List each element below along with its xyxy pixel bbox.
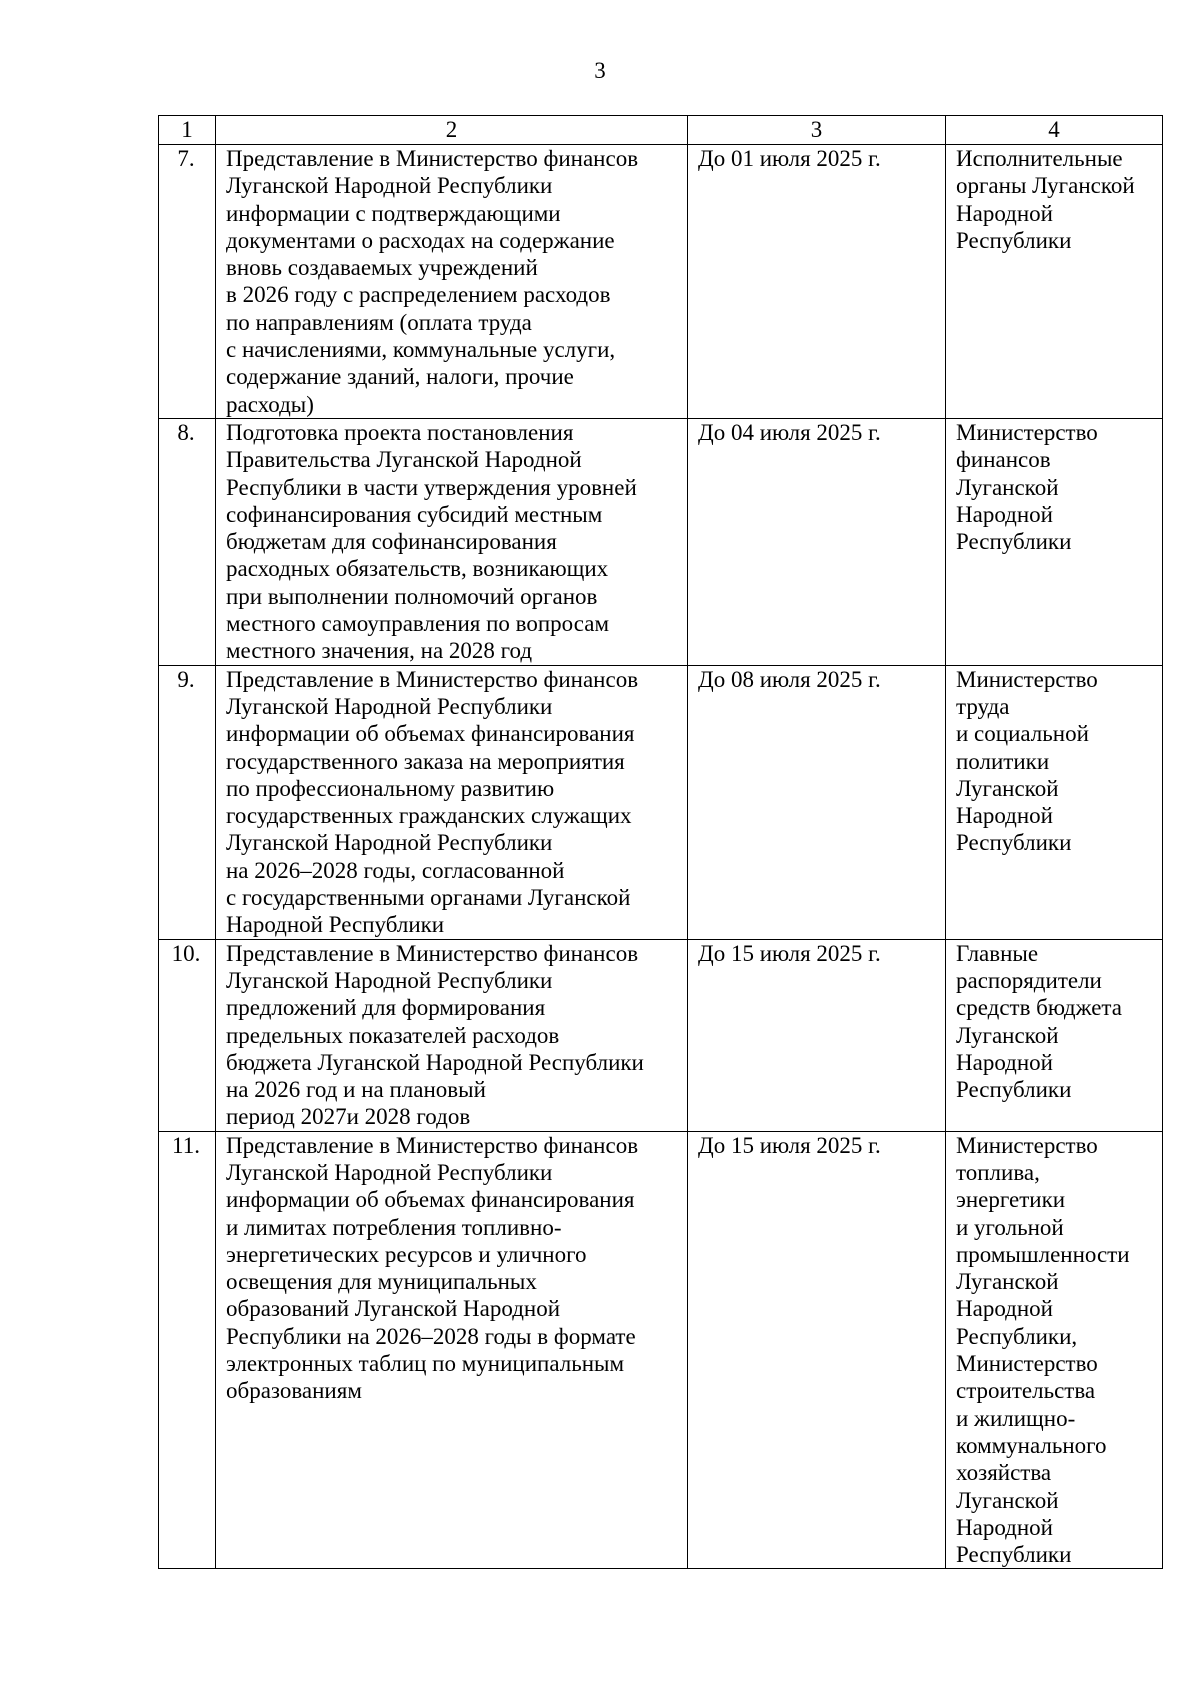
- responsible-executor-line: Народной: [956, 501, 1053, 527]
- table-row: [159, 665, 1163, 939]
- responsible-executor-line: топлива,: [956, 1159, 1040, 1185]
- responsible-executor-line: Народной: [956, 803, 1053, 829]
- measure-description-line: Подготовка проекта постановления: [226, 419, 574, 445]
- responsible-executor-line: Республики: [956, 529, 1072, 555]
- measure-description-line: Луганской Народной Республики: [226, 830, 553, 856]
- responsible-executor-line: Главные: [956, 940, 1039, 966]
- measure-description-line: Представление в Министерство финансов: [226, 940, 639, 966]
- measure-description-line: с начислениями, коммунальные услуги,: [226, 337, 616, 363]
- responsible-executor-line: хозяйства: [956, 1460, 1052, 1486]
- deadline: До 01 июля 2025 г.: [688, 145, 946, 419]
- measure-description-line: бюджетам для софинансирования: [226, 529, 557, 555]
- header-cell-4: 4: [946, 116, 1163, 145]
- header-cell-3: 3: [688, 116, 946, 145]
- responsible-executor: [946, 939, 1163, 1131]
- table-header-row: [159, 116, 1163, 145]
- responsible-executor: [946, 145, 1163, 419]
- measure-description-line: государственного заказа на мероприятия: [226, 748, 625, 774]
- responsible-executor-line: Луганской: [956, 775, 1059, 801]
- measure-description-line: расходных обязательств, возникающих: [226, 556, 609, 582]
- responsible-executor: [946, 1131, 1163, 1569]
- responsible-executor: [946, 665, 1163, 939]
- responsible-executor-line: труда: [956, 693, 1010, 719]
- responsible-executor-line: финансов: [956, 447, 1051, 473]
- deadline: До 04 июля 2025 г.: [688, 418, 946, 665]
- responsible-executor-line: Народной: [956, 1296, 1053, 1322]
- responsible-executor-line: и социальной: [956, 721, 1089, 747]
- deadline: До 15 июля 2025 г.: [688, 939, 946, 1131]
- measure-description-line: на 2026 год и на плановый: [226, 1077, 486, 1103]
- measure-description-line: местного значения, на 2028 год: [226, 638, 533, 664]
- measure-description-line: образований Луганской Народной: [226, 1296, 561, 1322]
- measure-description: [216, 145, 688, 419]
- table-body: [159, 116, 1163, 1569]
- measure-description-line: Луганской Народной Республики: [226, 967, 553, 993]
- measure-description-line: Представление в Министерство финансов: [226, 666, 639, 692]
- measure-description-line: энергетических ресурсов и уличного: [226, 1241, 587, 1267]
- measure-description-line: и лимитах потребления топливно-: [226, 1214, 562, 1240]
- responsible-executor-line: Народной: [956, 200, 1053, 226]
- responsible-executor-line: распорядители: [956, 967, 1102, 993]
- measure-description-line: софинансирования субсидий местным: [226, 501, 603, 527]
- header-cell-2: 2: [216, 116, 688, 145]
- measure-description-line: Представление в Министерство финансов: [226, 146, 639, 171]
- responsible-executor-line: и жилищно-: [956, 1405, 1076, 1431]
- measure-description-line: государственных гражданских служащих: [226, 803, 632, 829]
- responsible-executor-line: Исполнительные: [956, 146, 1123, 171]
- table-row: [159, 418, 1163, 665]
- measure-description-line: местного самоуправления по вопросам: [226, 611, 609, 637]
- row-number: 7.: [159, 145, 216, 419]
- measure-description-line: информации с подтверждающими: [226, 200, 561, 226]
- responsible-executor-line: Луганской: [956, 1487, 1059, 1513]
- measure-description-line: предельных показателей расходов: [226, 1022, 560, 1048]
- responsible-executor-line: Министерство: [956, 1132, 1098, 1158]
- responsible-executor-line: политики: [956, 748, 1050, 774]
- measure-description-line: документами о расходах на содержание: [226, 227, 615, 253]
- responsible-executor-line: Народной: [956, 1049, 1053, 1075]
- responsible-executor-line: Республики: [956, 1077, 1072, 1103]
- measure-description-line: Народной Республики: [226, 912, 445, 938]
- responsible-executor-line: Народной: [956, 1514, 1053, 1540]
- responsible-executor-line: Луганской: [956, 1022, 1059, 1048]
- responsible-executor-line: Министерство: [956, 419, 1098, 445]
- measure-description-line: по направлениям (оплата труда: [226, 309, 532, 335]
- row-number: 9.: [159, 665, 216, 939]
- responsible-executor-line: Республики,: [956, 1323, 1078, 1349]
- measure-description-line: содержание зданий, налоги, прочие: [226, 364, 574, 390]
- responsible-executor-line: и угольной: [956, 1214, 1064, 1240]
- page-number: 3: [594, 58, 606, 83]
- responsible-executor-line: Луганской: [956, 474, 1059, 500]
- deadline: До 15 июля 2025 г.: [688, 1131, 946, 1569]
- measure-description: [216, 418, 688, 665]
- row-number: 11.: [159, 1131, 216, 1569]
- measure-description-line: информации об объемах финансирования: [226, 721, 635, 747]
- header-cell-1: 1: [159, 116, 216, 145]
- measure-description-line: бюджета Луганской Народной Республики: [226, 1049, 644, 1075]
- measure-description-line: на 2026–2028 годы, согласованной: [226, 857, 565, 883]
- row-number: 10.: [159, 939, 216, 1131]
- responsible-executor-line: Республики: [956, 830, 1072, 856]
- measure-description-line: электронных таблиц по муниципальным: [226, 1351, 625, 1377]
- measure-description-line: Луганской Народной Республики: [226, 693, 553, 719]
- responsible-executor: [946, 418, 1163, 665]
- responsible-executor-line: Министерство: [956, 1351, 1098, 1377]
- responsible-executor-line: Министерство: [956, 666, 1098, 692]
- responsible-executor-line: коммунального: [956, 1432, 1107, 1458]
- measure-description-line: Республики на 2026–2028 годы в формате: [226, 1323, 636, 1349]
- responsible-executor-line: органы Луганской: [956, 173, 1135, 199]
- responsible-executor-line: Луганской: [956, 1269, 1059, 1295]
- measure-description-line: при выполнении полномочий органов: [226, 583, 598, 609]
- deadline: До 08 июля 2025 г.: [688, 665, 946, 939]
- responsible-executor-line: средств бюджета: [956, 995, 1122, 1021]
- responsible-executor-line: Республики: [956, 227, 1072, 253]
- measure-description-line: по профессиональному развитию: [226, 775, 555, 801]
- measure-description-line: расходы): [226, 391, 314, 417]
- measure-description-line: с государственными органами Луганской: [226, 885, 631, 911]
- measure-description-line: Правительства Луганской Народной: [226, 447, 582, 473]
- measure-description-line: в 2026 году с распределением расходов: [226, 282, 611, 308]
- measure-description-line: предложений для формирования: [226, 995, 546, 1021]
- measure-description: [216, 665, 688, 939]
- responsible-executor-line: Республики: [956, 1542, 1072, 1568]
- row-number: 8.: [159, 418, 216, 665]
- table-row: [159, 145, 1163, 419]
- measure-description-line: Республики в части утверждения уровней: [226, 474, 637, 500]
- measure-description-line: вновь создаваемых учреждений: [226, 255, 538, 281]
- measure-description-line: освещения для муниципальных: [226, 1269, 537, 1295]
- table-row: [159, 1131, 1163, 1569]
- table-row: [159, 939, 1163, 1131]
- measure-description-line: информации об объемах финансирования: [226, 1187, 635, 1213]
- measure-description-line: образованиям: [226, 1378, 362, 1404]
- measure-description-line: Представление в Министерство финансов: [226, 1132, 639, 1158]
- measure-description-line: Луганской Народной Республики: [226, 173, 553, 199]
- measure-description: [216, 1131, 688, 1569]
- measures-table: [158, 115, 1163, 1569]
- responsible-executor-line: промышленности: [956, 1241, 1130, 1267]
- responsible-executor-line: энергетики: [956, 1187, 1066, 1213]
- measure-description-line: Луганской Народной Республики: [226, 1159, 553, 1185]
- responsible-executor-line: строительства: [956, 1378, 1096, 1404]
- measure-description-line: период 2027и 2028 годов: [226, 1104, 471, 1130]
- measure-description: [216, 939, 688, 1131]
